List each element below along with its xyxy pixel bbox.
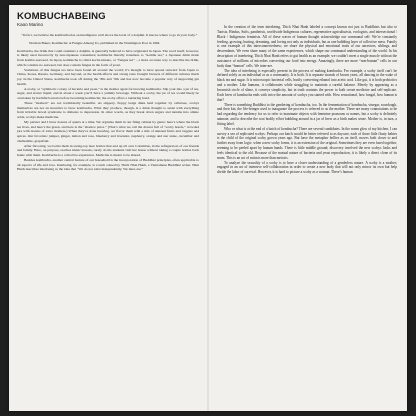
paragraph: The idea of interbeing is especially present in the process of making kombucha. For example, a scoby itself can’t be defined solely as an individual or as a community. It is both. It is separate strands of brown yeast, all dancing in the wake of black tea and sugar. It is microscopic bacterial cells, busily converting ethanol into acetic acid. Like gut, it is both probiotics and a mother. Like humans, it collaborates while struggling to maintain a careful balance. Merely by appearing as a brownish circle of slime, it conveys simplicity, but in truth contains the power to both create medicine and self-replicate. Each brew of kombucha ends with twice the amount of scobys you started with. How sensational, how fungal, how human is that? [217,68,397,102]
paragraph: Who or what is at the end of a batch of kombucha? There are several candidates. In the warm glow of my kitchen, I can survey a sea of replicated scobys. Perhaps our batch would be better referred to as daycare, each of those little floaty babies is the child of the original scoby grown years ago. But have the metaphor bellies as on itself, moves both closer to and further away from logic: when a new scoby forms, it is an extension of the original. Sometimes they are even fused together, seeming to be peeled apart by human hands. There is little middle ground; discovery involved the new scobys looks and feels identical to the old. Because of the mutual nature of bacteria and yeast reproduction, it is likely a direct clone of its mom. This is an act of mitosis more than meiosis. [217,126,397,160]
paragraph: Besides kombucha, another central feature of our household is the incorporation of Buddhist principles, often applicable to all aspects of life and love. Interbeing, for example, is a term coined by Thich Nhat Hanh, a Vietnamese Buddhist writer. Nhat Hanh describes interbeing as the idea that “We do not exist independently. We inter-are.” [17,157,199,172]
epigraph-quote: “In fact, we believe the kombucha has an intelligence well above the level of a dolphin. It knows where to go in your body.” [21,33,198,37]
paragraph: My partner and I brew dozens of quarts at a time. We organize them in our filing cabinet by genre: here’s where the black tea lives, and here’s the green, and here is the “shadow place.” (That’s what we call the drawer full of “scoby hotels,” crowded jars with dozens of extra mothers.) When they’re done brewing, we flavor them with a mix of unusual fruits and veggies and spices. Our favorites: juniper, ginger, lemon and rose, blueberry and lavender, raspberry, orange and star anise, cucumber and chamomile, grapefruit. [17,119,199,143]
paragraph: Variations of this fungus tea have been found all around the world; it’s thought to have spread outward from Japan to China, Korea, Russia, Germany, and beyond, as the health effects and strong taste brought brewers of different cultures much joy. In the United States, kombucha took off during the ’80s and ’90s and has now become a popular way of supporting gut health. [17,67,199,86]
left-page [9,5,208,411]
paragraph: A scoby, or “symbiotic colony of bacteria and yeast,” is the mother agent for brewing kombucha. Slip your into a jar of tea, sugar, and starter liquid, and in about a week you’ll have a yummy beverage. Without a scoby, the jar of tea would likely be overtaken by harmful bacteria before becoming kombucha; the scoby offers a nurturing bond. [17,86,199,100]
paragraph: There is something Buddhist to the gendering of kombucha, too. In the fermentation of kombucha, vinegar, sourdough, and their kin, the life-bringer used to inaugurate the process is referred to as the mother. There are many connotations to be had regarding the tendency for us to refer to inanimate objects with feminine pronouns or names, but a scoby is definitely animate, and to describe the root bodily effort bubbling around in a jar of brew as a birth makes sense. Mother is, in turn, a fitting label. [217,102,397,126]
paragraph: After flavoring, we bottle them in swing-top beer bottles that end up all over Columbus, in the refrigerators of our friends and family. Here, on purpose, reaches music lessons, rarely do his students visit her house without taking a couple bottles back home with them. Kombucha is a collective experience. Medicine is meant to be shared. [17,143,199,157]
paragraph: To analyze the sexuality of a scoby is to have a closer understanding of a genderless nature. A scoby is a mother; engaged in an act of intensive self-collaboration in order to create a new body that will not only mirror its own but help divide the labor of survival. However, it is hard to picture a scoby as a woman. There’s human [217,160,397,175]
paragraph: In the creation of the term interbeing, Thich Nhat Hanh labeled a concept known not just to Buddhists but also to Taoists, Hindus, Sufis, pantheists, worldwide Indigenous cultures, regenerative agriculturists, ecologists, and intersectional / Black / Indigenous feminists. All of these waves of human thought acknowledge our communal self. We’re constantly feeding, growing, hurting, dreaming, and loving not only as individuals, but as one bubbling layer of collective mess. Family is one example of this interconnectedness; we share the physical and emotional traits of our ancestors, siblings, and descendants. We even share many of the same experiences, which shape our communal understanding of the world. In his description of interbeing, Thich Nhat Hanh refers to gut health as an example; we couldn’t meet a single muscle without the assistance of millions of microbes converting our food into energy. Amazingly, there are more “non-human” cells in our body than “human” cells. We inter-are. [217,25,397,68]
left-body [17,49,199,173]
right-page [208,5,407,411]
article-title: KOMBUCHABEING [17,11,106,22]
epigraph-citation: Norman Baker, Kombucha: A Fungus Among Us, published in the Washington Post in 1994 [29,40,160,45]
article-author: Kaoo Marino [17,22,44,27]
paragraph: These “mothers” are not traditionally beautiful. As slippery, floppy beige disks held together by cellulose, scobys themselves are not an incentive to brew kombucha. What they produce, though, is a drink thought to assist with everything from irritable bowel syndrome to diabetes to depression. In other words, as they break down sugars and tannins into amino acids, scobys make medicine. [17,100,199,119]
book-spread [9,5,407,411]
right-body [217,25,397,175]
paragraph: Kombucha, the drink that could outsmart a dolphin, is generally believed to have originated in Japan. The word itself, however, is likely used incorrectly by non-Japanese consumers; kombucha literally translates to “kombu tea,” a Japanese drink made from kombu seaweed. In Japan, kombucha is called kocha kinoko, or “fungus tea” – a more accurate way to describe the drink, which contains no seaweed, but does contain fungus in the form of yeast. [17,48,199,67]
